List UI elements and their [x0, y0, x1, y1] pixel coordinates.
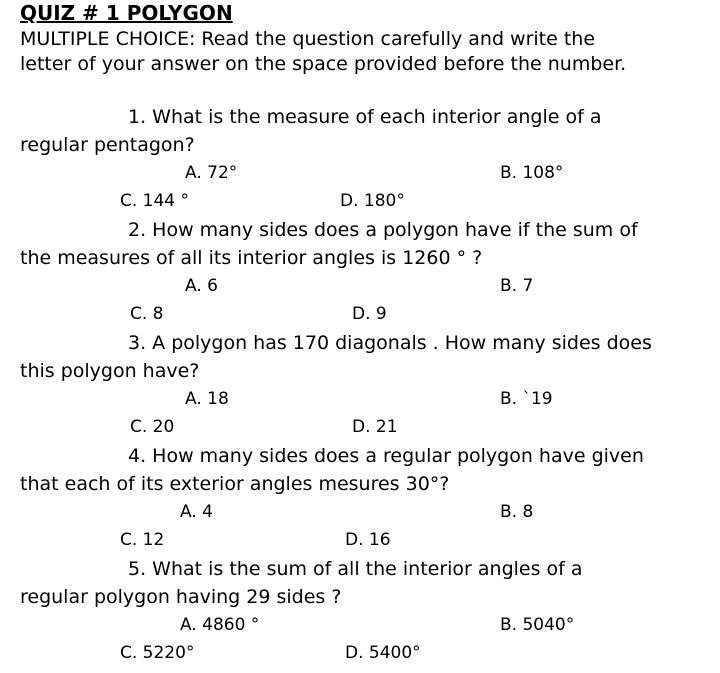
question-5-option-d: D. 5400°	[345, 643, 421, 663]
question-2-option-a: A. 6	[185, 276, 218, 296]
instructions-line-1: MULTIPLE CHOICE: Read the question carefully and write the	[20, 28, 596, 50]
question-2-option-d: D. 9	[352, 304, 387, 324]
question-2-line-2: the measures of all its interior angles is 1260 ° ?	[20, 247, 483, 269]
question-3-option-a: A. 18	[185, 389, 229, 409]
question-4-option-b: B. 8	[500, 502, 534, 522]
question-3-option-d: D. 21	[352, 417, 398, 437]
question-3-line-2: this polygon have?	[20, 360, 200, 382]
question-2-option-b: B. 7	[500, 276, 534, 296]
instructions-line-2: letter of your answer on the space provided before the number.	[20, 53, 627, 75]
question-5-line-2: regular polygon having 29 sides ?	[20, 586, 342, 608]
quiz-title: QUIZ # 1 POLYGON	[20, 1, 233, 25]
question-5-option-b: B. 5040°	[500, 615, 575, 635]
question-1-line-2: regular pentagon?	[20, 134, 195, 156]
question-3-option-b: B. `19	[500, 389, 553, 409]
question-4-option-c: C. 12	[120, 530, 165, 550]
question-1-option-b: B. 108°	[500, 163, 564, 183]
question-5-line-1: 5. What is the sum of all the interior angles of a	[128, 558, 583, 580]
question-3-line-1: 3. A polygon has 170 diagonals . How many sides does	[128, 332, 652, 354]
question-1-line-1: 1. What is the measure of each interior angle of a	[128, 106, 602, 128]
question-4-option-a: A. 4	[180, 502, 213, 522]
question-4-line-1: 4. How many sides does a regular polygon have given	[128, 445, 644, 467]
question-5-option-a: A. 4860 °	[180, 615, 260, 635]
question-3-option-c: C. 20	[130, 417, 175, 437]
question-2-option-c: C. 8	[130, 304, 164, 324]
question-2-line-1: 2. How many sides does a polygon have if the sum of	[128, 219, 638, 241]
question-1-option-d: D. 180°	[340, 191, 405, 211]
question-1-option-a: A. 72°	[185, 163, 238, 183]
question-4-option-d: D. 16	[345, 530, 391, 550]
question-1-option-c: C. 144 °	[120, 191, 190, 211]
question-4-line-2: that each of its exterior angles mesures 30°?	[20, 473, 450, 495]
question-5-option-c: C. 5220°	[120, 643, 195, 663]
